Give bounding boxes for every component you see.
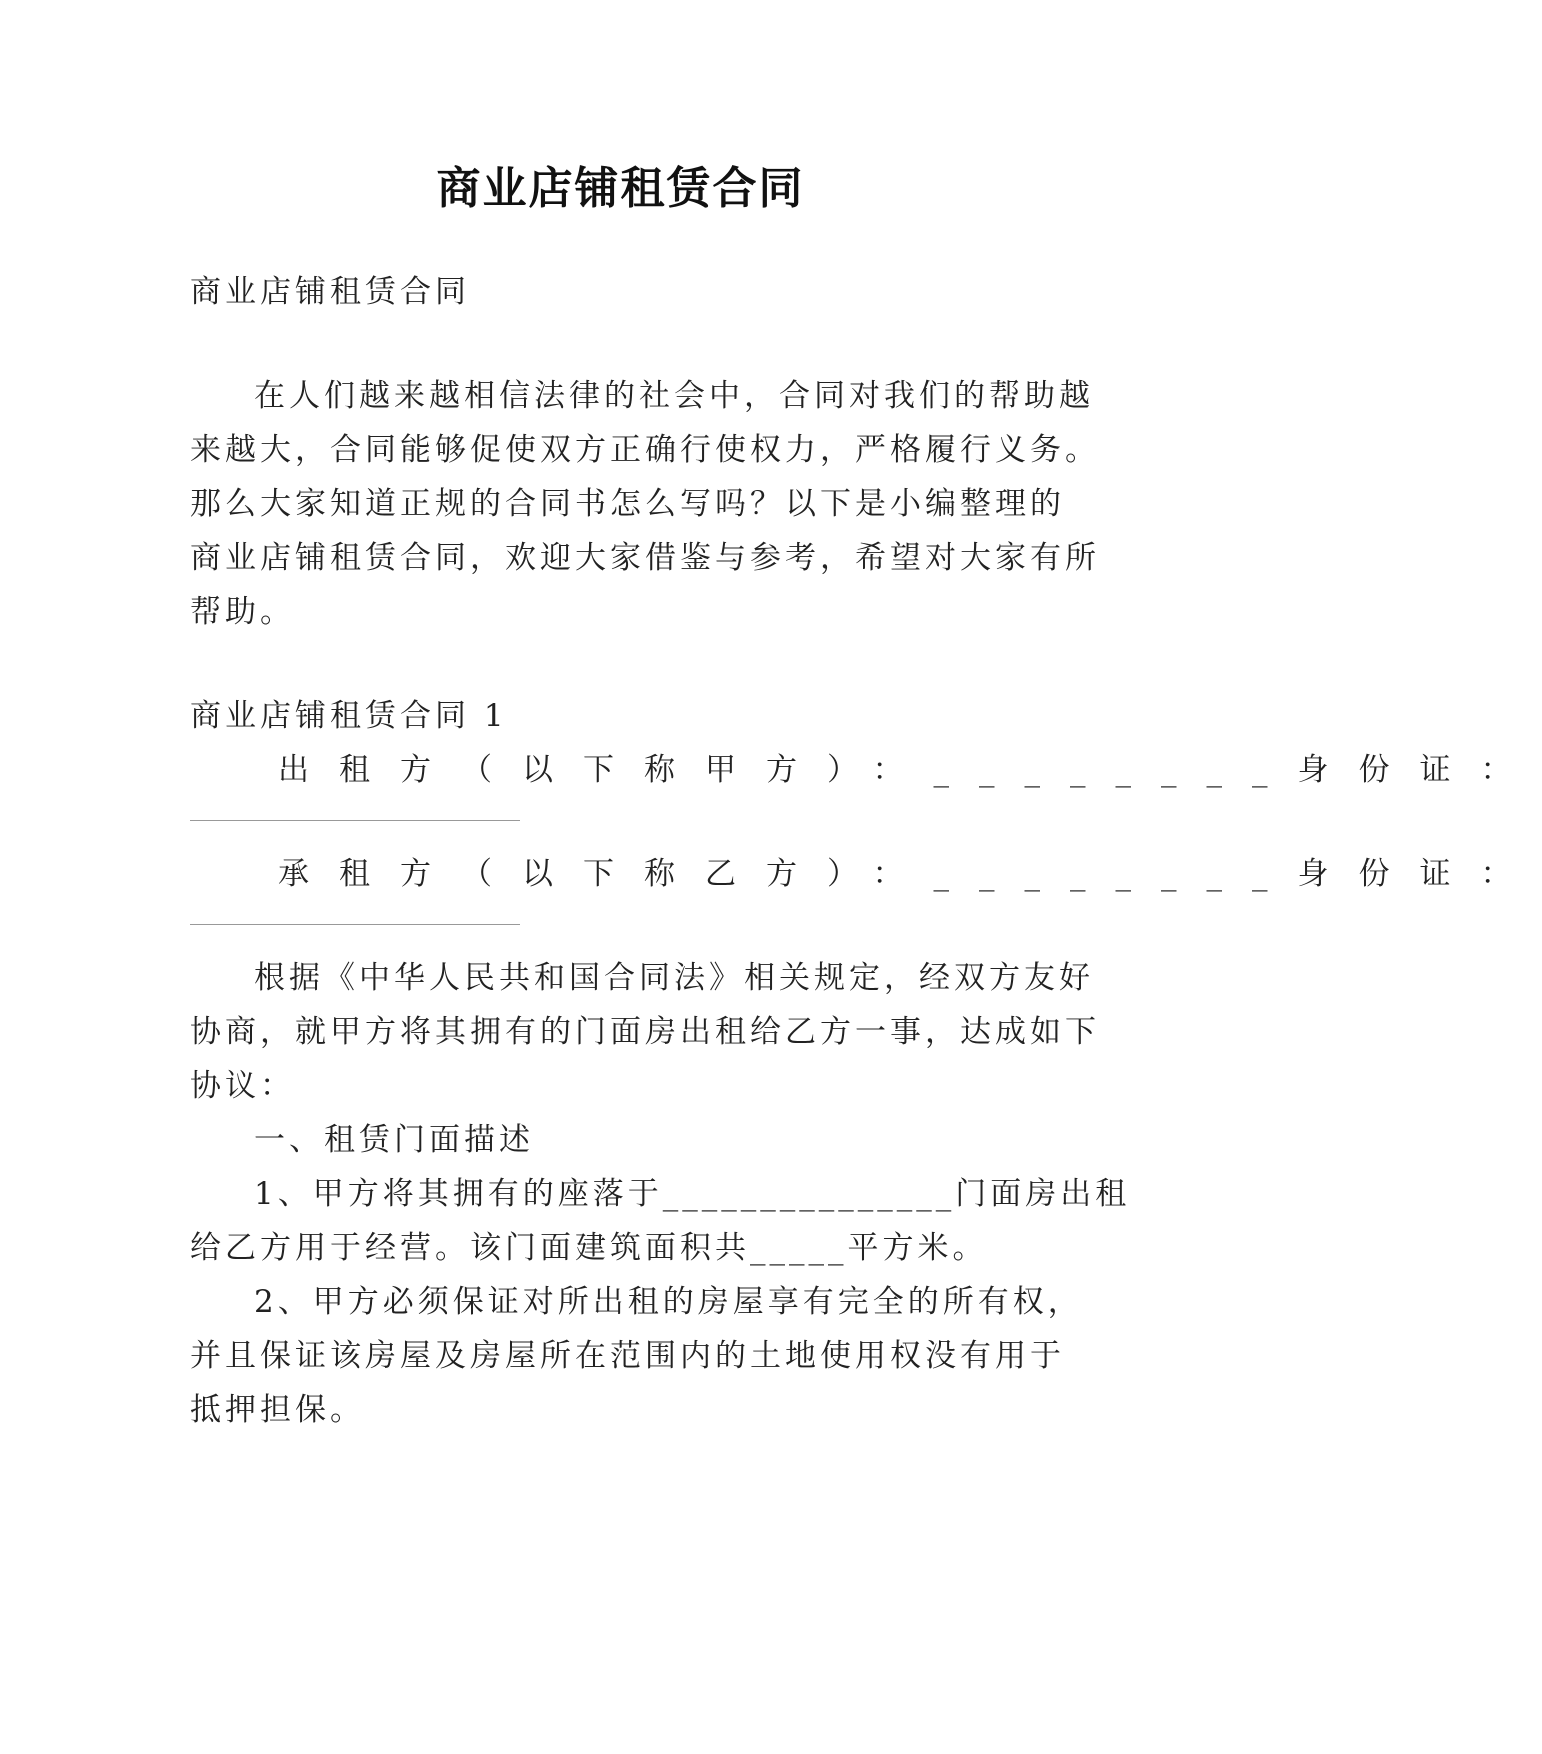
document-title: 商业店铺租赁合同 bbox=[436, 163, 805, 214]
lessee-line: 承租方（以下称乙方）：________身份证： bbox=[278, 856, 1542, 892]
basis-line-3: 协议： bbox=[190, 1068, 295, 1104]
lessor-id-blank bbox=[190, 820, 520, 821]
intro-line-5: 帮助。 bbox=[190, 594, 295, 630]
intro-line-2: 来越大，合同能够促使双方正确行使权力，严格履行义务。 bbox=[190, 432, 1100, 468]
intro-line-3: 那么大家知道正规的合同书怎么写吗？以下是小编整理的 bbox=[190, 486, 1065, 522]
basis-line-2: 协商，就甲方将其拥有的门面房出租给乙方一事，达成如下 bbox=[190, 1014, 1100, 1050]
lessee-id-blank bbox=[190, 924, 520, 925]
clause1-item2-line-2: 并且保证该房屋及房屋所在范围内的土地使用权没有用于 bbox=[190, 1338, 1065, 1374]
section-title: 商业店铺租赁合同 1 bbox=[190, 698, 508, 734]
lessor-line: 出租方（以下称甲方）：________身份证： bbox=[278, 752, 1542, 788]
clause1-heading: 一、租赁门面描述 bbox=[254, 1122, 534, 1158]
clause1-item1-line-1: 1、甲方将其拥有的座落于_______________门面房出租 bbox=[254, 1176, 1131, 1212]
clause1-item2-line-1: 2、甲方必须保证对所出租的房屋享有完全的所有权， bbox=[254, 1284, 1083, 1320]
intro-line-1: 在人们越来越相信法律的社会中，合同对我们的帮助越 bbox=[254, 378, 1094, 414]
clause1-item2-line-3: 抵押担保。 bbox=[190, 1392, 365, 1428]
clause1-item1-line-2: 给乙方用于经营。该门面建筑面积共_____平方米。 bbox=[190, 1230, 988, 1266]
basis-line-1: 根据《中华人民共和国合同法》相关规定，经双方友好 bbox=[254, 960, 1094, 996]
intro-line-4: 商业店铺租赁合同，欢迎大家借鉴与参考，希望对大家有所 bbox=[190, 540, 1100, 576]
document-subtitle: 商业店铺租赁合同 bbox=[190, 274, 470, 310]
